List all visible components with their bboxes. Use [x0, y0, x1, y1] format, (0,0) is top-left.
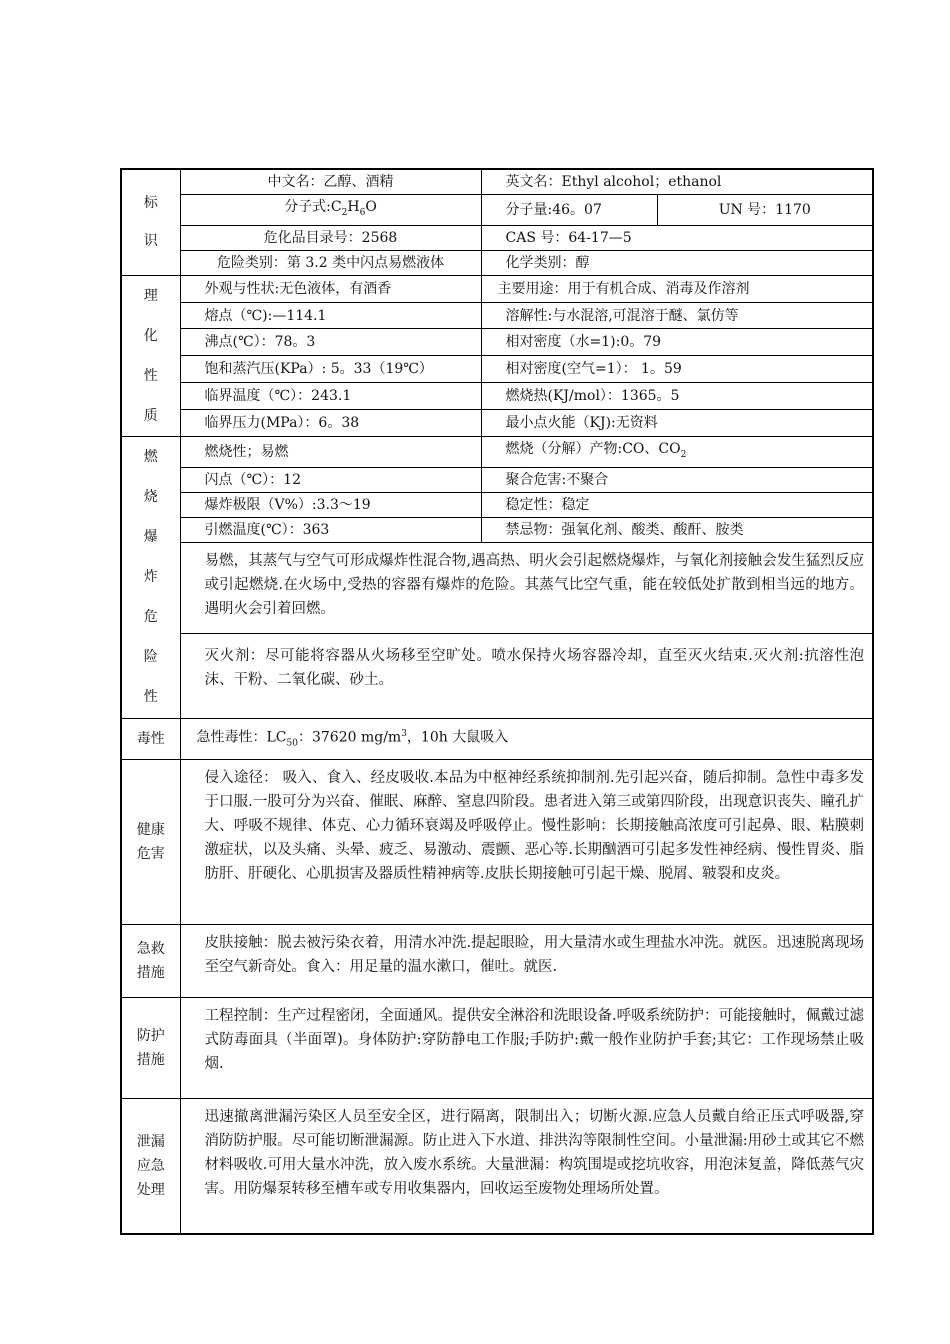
catalog-number: 危化品目录号：2568	[180, 225, 481, 250]
section-label-toxicity: 毒性	[121, 718, 180, 759]
solubility: 溶解性:与水混溶,可混溶于醚、氯仿等	[481, 302, 873, 329]
combustion-heat: 燃烧热(KJ/mol）：1365。5	[481, 383, 873, 410]
un-number: UN 号：1170	[657, 195, 873, 226]
critical-pressure: 临界压力(MPa）：6。38	[180, 409, 481, 436]
critical-temperature: 临界温度（℃）：243.1	[180, 383, 481, 410]
appearance: 外观与性状:无色液体，有酒香	[180, 275, 481, 302]
section-label-firstaid: 急救措施	[121, 924, 180, 997]
min-ignition-energy: 最小点火能（KJ):无资料	[481, 409, 873, 436]
section-label-physchem: 理化性质	[121, 275, 180, 436]
section-label-leak: 泄漏应急处理	[121, 1098, 180, 1234]
melting-point: 熔点（℃):—114.1	[180, 302, 481, 329]
incompatible-materials: 禁忌物：强氧化剂、酸类、酸酐、胺类	[481, 517, 873, 542]
relative-density-water: 相对密度（水=1):0。79	[481, 329, 873, 356]
cas-number: CAS 号：64-17—5	[481, 225, 873, 250]
ignition-temperature: 引燃温度(℃）：363	[180, 517, 481, 542]
flammability: 燃烧性；易燃	[180, 436, 481, 467]
health-hazard-text: 侵入途径： 吸入、食入、经皮吸收.本品为中枢神经系统抑制剂.先引起兴奋，随后抑制。急性中毒多发于口服.一股可分为兴奋、催眠、麻醉、窒息四阶段。患者进入第三或第四阶段，出现意识丧失、瞳孔扩大、呼吸不规律、体克、心力循环衰竭及呼吸停止。慢性影响：长期接触高浓度可引起鼻、眼、粘膜刺激症状，以及头痛、头晕、疲乏、易激动、震颤、恶心等.长期酗酒可引起多发性神经病、慢性胃炎、脂肪肝、肝硬化、心肌损害及器质性精神病等.皮肤长期接触可引起干燥、脱屑、皲裂和皮炎。	[180, 759, 873, 924]
msds-table	[120, 168, 874, 1235]
msds-sheet	[120, 168, 872, 1235]
leak-response-text: 迅速撤离泄漏污染区人员至安全区，进行隔离，限制出入；切断火源.应急人员戴自给正压式呼吸器,穿消防防护服。尽可能切断泄漏源。防止进入下水道、排洪沟等限制性空间。小量泄漏:用砂土或其它不燃材料吸收.可用大量水冲洗，放入废水系统。大量泄漏：构筑围堤或挖坑收容，用泡沫复盖，降低蒸气灾害。用防爆泵转移至槽车或专用收集器内，回收运至废物处理场所处置。	[180, 1098, 873, 1234]
hazard-class: 危险类别：第 3.2 类中闪点易燃液体	[180, 250, 481, 275]
boiling-point: 沸点(℃）：78。3	[180, 329, 481, 356]
acute-toxicity: 急性毒性：$LC_{50}$：37620 $mg/m^3$，10h 大鼠吸入	[180, 718, 873, 759]
en-name: 英文名：Ethyl alcohol；ethanol	[481, 169, 873, 195]
main-use: 主要用途：用于有机合成、消毒及作溶剂	[481, 275, 873, 302]
section-label-fire: 燃烧爆炸危险性	[121, 436, 180, 718]
section-label-protection: 防护措施	[121, 997, 180, 1098]
section-label-health: 健康危害	[121, 759, 180, 924]
vapor-pressure: 饱和蒸汽压(KPa）: 5。33（19℃）	[180, 356, 481, 383]
molecular-formula: 分子式$:C_2H_6O$	[180, 195, 481, 226]
section-label-identity: 标识	[121, 169, 180, 275]
fire-hazard-text: 易燃，其蒸气与空气可形成爆炸性混合物,遇高热、明火会引起燃烧爆炸，与氧化剂接触会发生猛烈反应或引起燃烧.在火场中,受热的容器有爆炸的危险。其蒸气比空气重，能在较低处扩散到相当远的地方。遇明火会引着回燃。	[180, 542, 873, 633]
combustion-products: 燃烧（分解）产物:CO、$CO_2$	[481, 436, 873, 467]
first-aid-text: 皮肤接触：脱去被污染衣着，用清水冲洗.提起眼睑，用大量清水或生理盐水冲洗。就医。迅速脱离现场至空气新奇处。食入：用足量的温水漱口，催吐。就医.	[180, 924, 873, 997]
explosion-limit: 爆炸极限（V%）:3.3～19	[180, 492, 481, 517]
polymerization-hazard: 聚合危害:不聚合	[481, 467, 873, 492]
flash-point: 闪点（℃）：12	[180, 467, 481, 492]
relative-density-air: 相对密度(空气=1）： 1。59	[481, 356, 873, 383]
chemical-class: 化学类别：醇	[481, 250, 873, 275]
extinguishing-text: 灭火剂：尽可能将容器从火场移至空旷处。喷水保持火场容器冷却，直至灭火结束.灭火剂:抗溶性泡沫、干粉、二氧化碳、砂土。	[180, 633, 873, 718]
protection-text: 工程控制：生产过程密闭，全面通风。提供安全淋浴和洗眼设备.呼吸系统防护：可能接触时，佩戴过滤式防毒面具（半面罩)。身体防护:穿防静电工作服;手防护:戴一般作业防护手套;其它：工作现场禁止吸烟.	[180, 997, 873, 1098]
molecular-weight: 分子量:46。07	[481, 195, 657, 226]
stability: 稳定性：稳定	[481, 492, 873, 517]
cn-name: 中文名：乙醇、酒精	[180, 169, 481, 195]
